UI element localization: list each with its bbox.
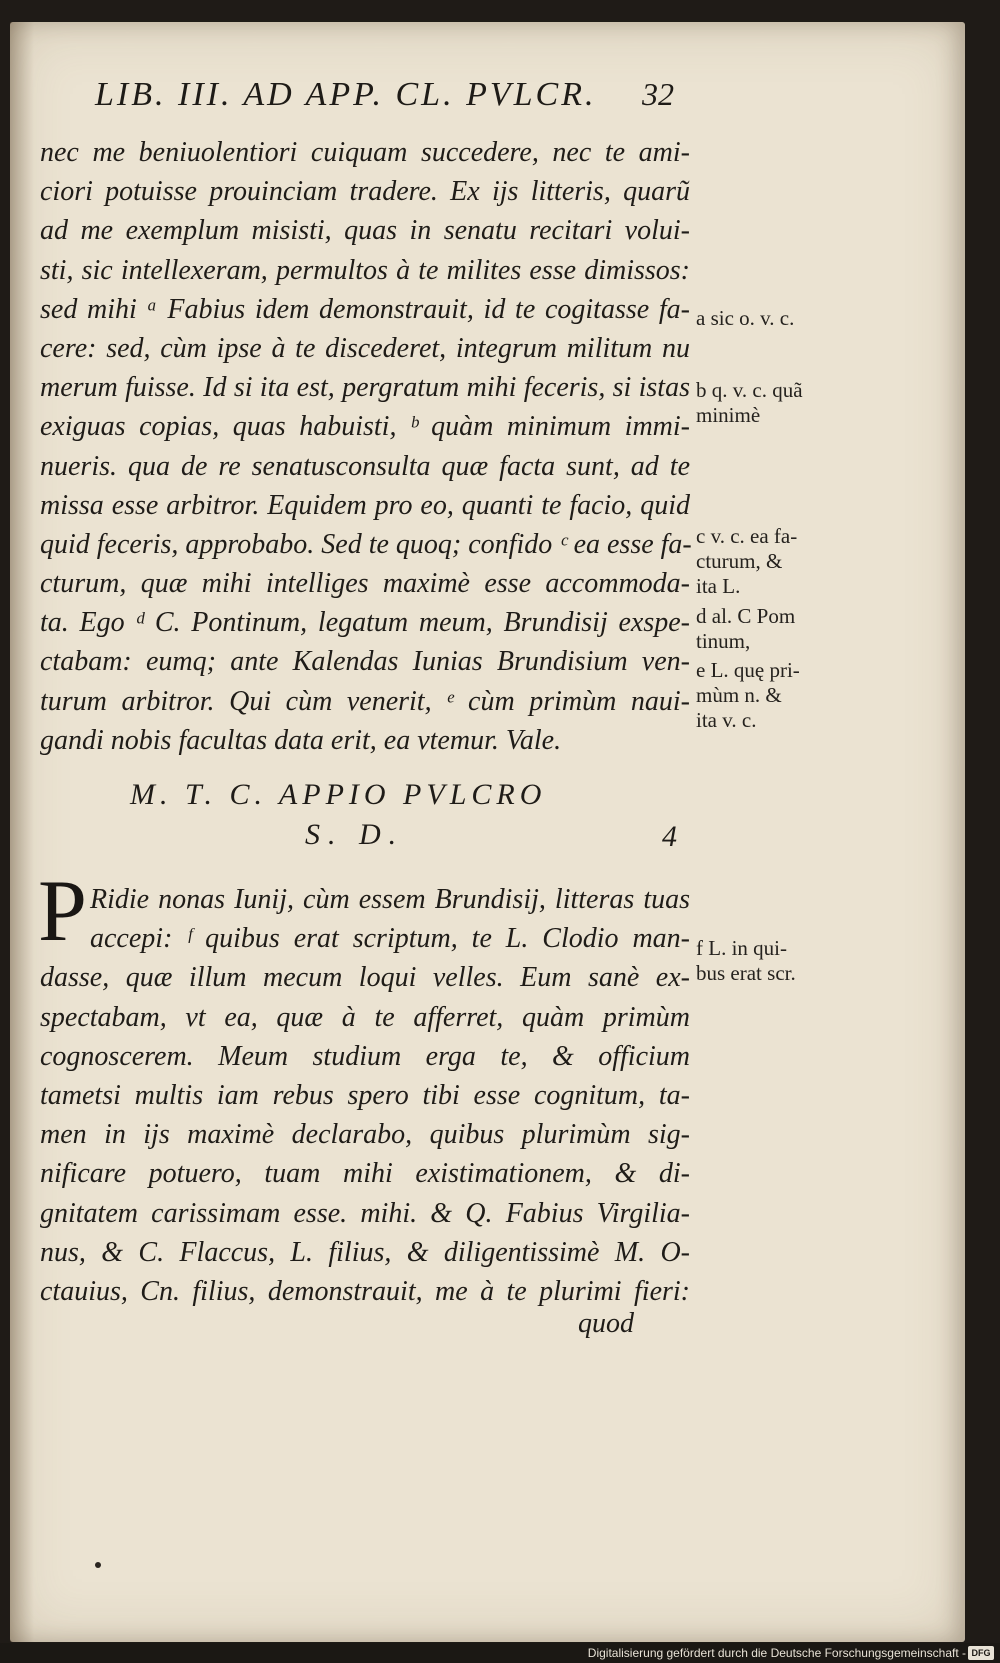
text-line: ad me exemplum misisti, quas in senatu recitari volui- bbox=[40, 215, 690, 247]
text-line: cturum, quæ mihi intelliges maximè esse accommoda- bbox=[40, 568, 690, 600]
marginal-note-b: b q. v. c. quã minimè bbox=[696, 378, 803, 427]
text-line: missa esse arbitror. Equidem pro eo, quanti te facio, quid bbox=[40, 489, 690, 521]
text-line: sti, sic intellexeram, permultos à te milites esse dimissos: bbox=[40, 254, 690, 286]
catchword: quod bbox=[578, 1308, 634, 1339]
dfg-logo: DFG bbox=[968, 1646, 994, 1660]
letter-continued-text bbox=[40, 133, 690, 760]
marginal-note-f: f L. in qui- bus erat scr. bbox=[696, 936, 796, 985]
text-line: gandi nobis facultas data erit, ea vtemur. Vale. bbox=[40, 724, 562, 756]
funding-credit: Digitalisierung gefördert durch die Deutsche Forschungsgemeinschaft - bbox=[587, 1646, 966, 1660]
folio-number: 32 bbox=[642, 76, 674, 112]
marginal-note-c: c v. c. ea fa- cturum, & ita L. bbox=[696, 524, 798, 598]
text-line: Ridie nonas Iunij, cùm essem Brundisij, litteras tuas bbox=[90, 884, 690, 915]
text-line: gnitatem carissimam esse. mihi. & Q. Fabius Virgilia- bbox=[40, 1197, 690, 1229]
text-line: nificare potuero, tuam mihi existimationem, & di- bbox=[40, 1158, 690, 1190]
text-line: cognoscerem. Meum studium erga te, & officium bbox=[40, 1040, 690, 1072]
text-line: nec me beniuolentiori cuiquam succedere, nec te ami- bbox=[40, 137, 690, 168]
text-line: tametsi multis iam rebus spero tibi esse cognitum, ta- bbox=[40, 1079, 690, 1111]
letter-number: 4 bbox=[662, 820, 677, 853]
text-line: ciori potuisse prouinciam tradere. Ex ijs litteris, quarũ bbox=[40, 176, 690, 208]
text-line: turum arbitror. Qui cùm venerit, ᵉ cùm primùm naui- bbox=[40, 685, 690, 717]
text-line: ctauius, Cn. filius, demonstrauit, me à te plurimi fieri: bbox=[40, 1275, 690, 1307]
text-line: ta. Ego ᵈ C. Pontinum, legatum meum, Brundisij exspe- bbox=[40, 607, 690, 639]
text-line: quid feceris, approbabo. Sed te quoq; confido ᶜ ea esse fa- bbox=[40, 528, 692, 560]
text-line: merum fuisse. Id si ita est, pergratum mihi feceris, si istas bbox=[40, 372, 690, 404]
text-line: nueris. qua de re senatusconsulta quæ facta sunt, ad te bbox=[40, 450, 690, 482]
marginal-note-e: e L. quę pri- mùm n. & ita v. c. bbox=[696, 658, 800, 732]
letter-salutation: S. D. bbox=[305, 818, 405, 851]
text-line: spectabam, vt ea, quæ à te afferret, quàm primùm bbox=[40, 1001, 690, 1033]
running-head: LIB. III. AD APP. CL. PVLCR. bbox=[95, 76, 597, 113]
marginal-note-a: a sic o. v. c. bbox=[696, 306, 795, 330]
gutter-shadow bbox=[10, 22, 34, 1642]
text-line: men in ijs maximè declarabo, quibus plurimùm sig- bbox=[40, 1119, 690, 1151]
marginal-note-d: d al. C Pom tinum, bbox=[696, 604, 796, 653]
text-line: nus, & C. Flaccus, L. filius, & diligentissimè M. O- bbox=[40, 1236, 690, 1268]
letter-title: M. T. C. APPIO PVLCRO bbox=[130, 778, 547, 811]
text-line: accepi: ᶠ quibus erat scriptum, te L. Clodio man- bbox=[90, 923, 690, 955]
letter-new-text bbox=[40, 880, 690, 1311]
text-line: sed mihi ᵃ Fabius idem demonstrauit, id te cogitasse fa- bbox=[40, 293, 690, 325]
text-line: cere: sed, cùm ipse à te discederet, integrum militum nu bbox=[40, 332, 690, 364]
text-line: ctabam: eumq; ante Kalendas Iunias Brundisium ven- bbox=[40, 646, 690, 678]
drop-cap-initial: P bbox=[38, 863, 87, 960]
text-line: dasse, quæ illum mecum loqui velles. Eum sanè ex- bbox=[40, 962, 690, 994]
ink-speck bbox=[95, 1562, 101, 1568]
text-line: exiguas copias, quas habuisti, ᵇ quàm minimum immi- bbox=[40, 411, 690, 443]
